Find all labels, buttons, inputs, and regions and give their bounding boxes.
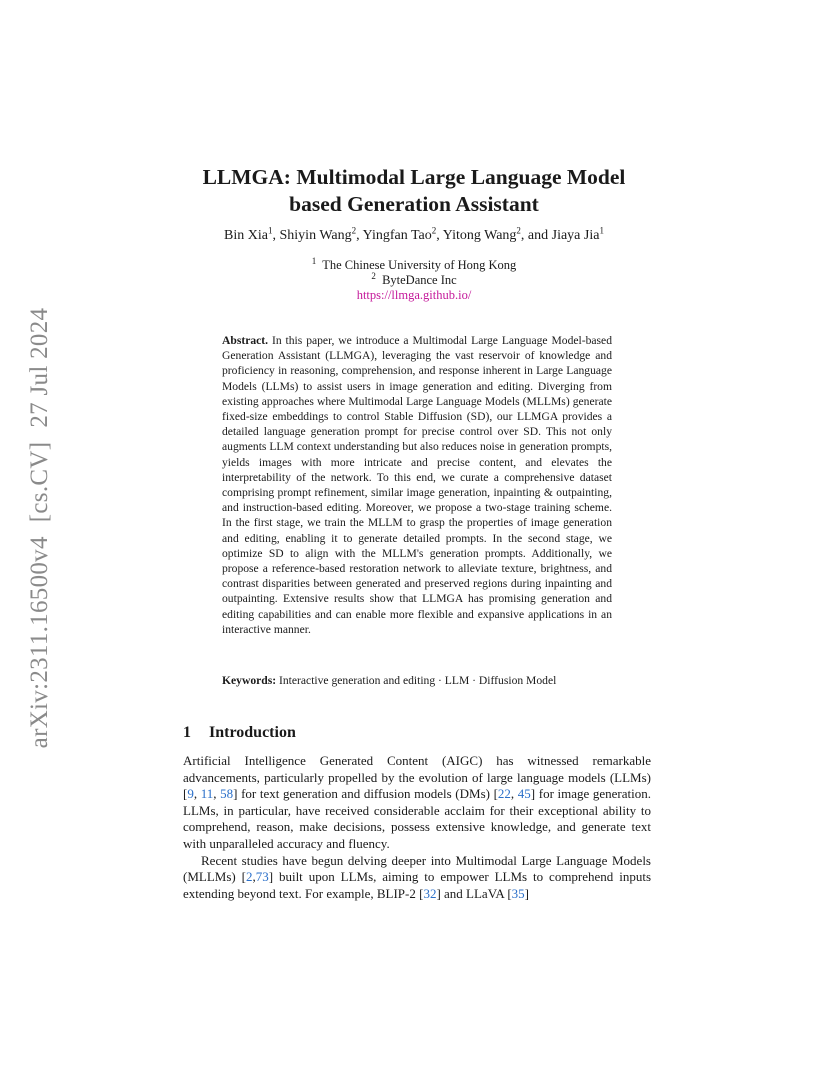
arxiv-stamp: [26, 308, 54, 749]
paragraph-text: ,: [510, 786, 518, 802]
author-separator: ,: [436, 228, 443, 243]
author-list: [0, 225, 828, 244]
citation-link[interactable]: 32: [423, 885, 437, 901]
citation-link[interactable]: 11: [200, 786, 214, 802]
citation-link[interactable]: 73: [255, 869, 269, 885]
abstract-label: Abstract.: [222, 334, 269, 347]
author-affiliation-mark: 1: [268, 225, 273, 236]
affiliation-name: The Chinese University of Hong Kong: [322, 258, 517, 272]
paragraph-text: ] for image generation. LLMs, in particular, have received considerable acclaim for their exceptional ability to comprehend, reason, make decisions, possess extensive knowledge, and generate text with unparalleled accuracy and fluency.: [183, 786, 652, 851]
arxiv-date: 27 Jul 2024: [26, 307, 53, 428]
affiliation-name: ByteDance Inc: [382, 273, 457, 287]
paragraph-text: ] and LLaVA [: [436, 885, 512, 901]
abstract-text: In this paper, we introduce a Multimodal Large Language Model-based Generation Assistant (LLMGA), leveraging the vast reservoir of knowledge and proficiency in reasoning, comprehension, and response inherent in Large Language Models (LLMs) to assist users in image generation and editing. Diverging from existing approaches where Multimodal Large Language Models (MLLMs) generate fixed-size embeddings to control Stable Diffusion (SD), our LLMGA provides a detailed language generation prompt for precise control over SD. This not only augments LLM context understanding but also reduces noise in generation prompts, yields images with more intricate and precise content, and elevates the interpretability of the network. To this end, we curate a comprehensive dataset comprising prompt refinement, similar image generation, inpainting & outpainting, and instruction-based editing. Moreover, we propose a two-stage training scheme. In the first stage, we train the MLLM to grasp the properties of image generation and editing, enabling it to generate detailed prompts. In the second stage, we optimize SD to align with the MLLM's generation prompts. Additionally, we propose a reference-based restoration network to alleviate texture, brightness, and contrast disparities between generated and preserved regions during inpainting and outpainting. Extensive results show that LLMGA has promising generation and editing capabilities and can enable more flexible and expansive applications in an interactive manner.: [222, 334, 612, 636]
paragraph-text: ]: [524, 885, 530, 901]
author-separator: , and: [520, 228, 552, 243]
project-url-link[interactable]: https://llmga.github.io/: [356, 288, 472, 302]
citation-link[interactable]: 22: [497, 786, 511, 802]
intro-paragraph: [183, 853, 651, 903]
paragraph-text: ,: [193, 786, 201, 802]
introduction-body: [183, 753, 651, 902]
paper-title-line-2: based Generation Assistant: [289, 192, 539, 217]
affiliation: [0, 270, 828, 288]
paragraph-text: ] for text generation and diffusion models (DMs) [: [233, 786, 498, 802]
section-number: 1: [183, 724, 191, 741]
arxiv-category: [cs.CV]: [26, 441, 53, 523]
abstract: [222, 333, 612, 637]
keywords-label: Keywords:: [222, 674, 277, 687]
affiliation-mark: 2: [371, 270, 376, 281]
citation-link[interactable]: 2: [245, 869, 253, 885]
section-title: Introduction: [209, 724, 296, 741]
keywords-text: Interactive generation and editing · LLM · Diffusion Model: [279, 674, 557, 687]
author-affiliation-mark: 2: [431, 225, 437, 236]
paragraph-text: Artificial Intelligence Generated Content (AIGC) has witnessed remarkable advancements, particularly propelled by the evolution of large language models (LLMs) [: [183, 753, 651, 802]
citation-link[interactable]: 9: [187, 786, 194, 802]
affiliations: [0, 255, 828, 303]
citation-link[interactable]: 58: [220, 786, 234, 802]
intro-paragraph: [183, 753, 651, 853]
author-affiliation-mark: 2: [351, 225, 357, 236]
paper-title: [0, 164, 828, 218]
arxiv-identifier: arXiv:2311.16500v4: [26, 536, 53, 749]
author-affiliation-mark: 1: [599, 225, 604, 236]
section-heading: [183, 724, 296, 742]
author-name: Yitong Wang: [442, 228, 517, 243]
affiliation: [0, 255, 828, 273]
paragraph-text: ,: [252, 869, 256, 885]
affiliation-mark: 1: [311, 255, 317, 266]
paragraph-text: ,: [213, 786, 221, 802]
keywords: [222, 673, 622, 688]
paper-title-line-1: LLMGA: Multimodal Large Language Model: [202, 165, 626, 190]
author-separator: ,: [272, 228, 280, 243]
citation-link[interactable]: 45: [517, 786, 531, 802]
author-name: Yingfan Tao: [362, 228, 432, 243]
paragraph-text: Recent studies have begun delving deeper into Multimodal Large Language Models (MLLMs) [: [183, 852, 651, 885]
author-separator: ,: [356, 228, 363, 243]
citation-link[interactable]: 35: [511, 885, 525, 901]
author-affiliation-mark: 2: [516, 225, 521, 236]
author-name: Bin Xia: [224, 228, 268, 243]
author-name: Shiyin Wang: [279, 228, 352, 243]
paragraph-text: ] built upon LLMs, aiming to empower LLMs to comprehend inputs extending beyond text. For example, BLIP-2 [: [183, 869, 651, 901]
author-name: Jiaya Jia: [551, 228, 600, 243]
